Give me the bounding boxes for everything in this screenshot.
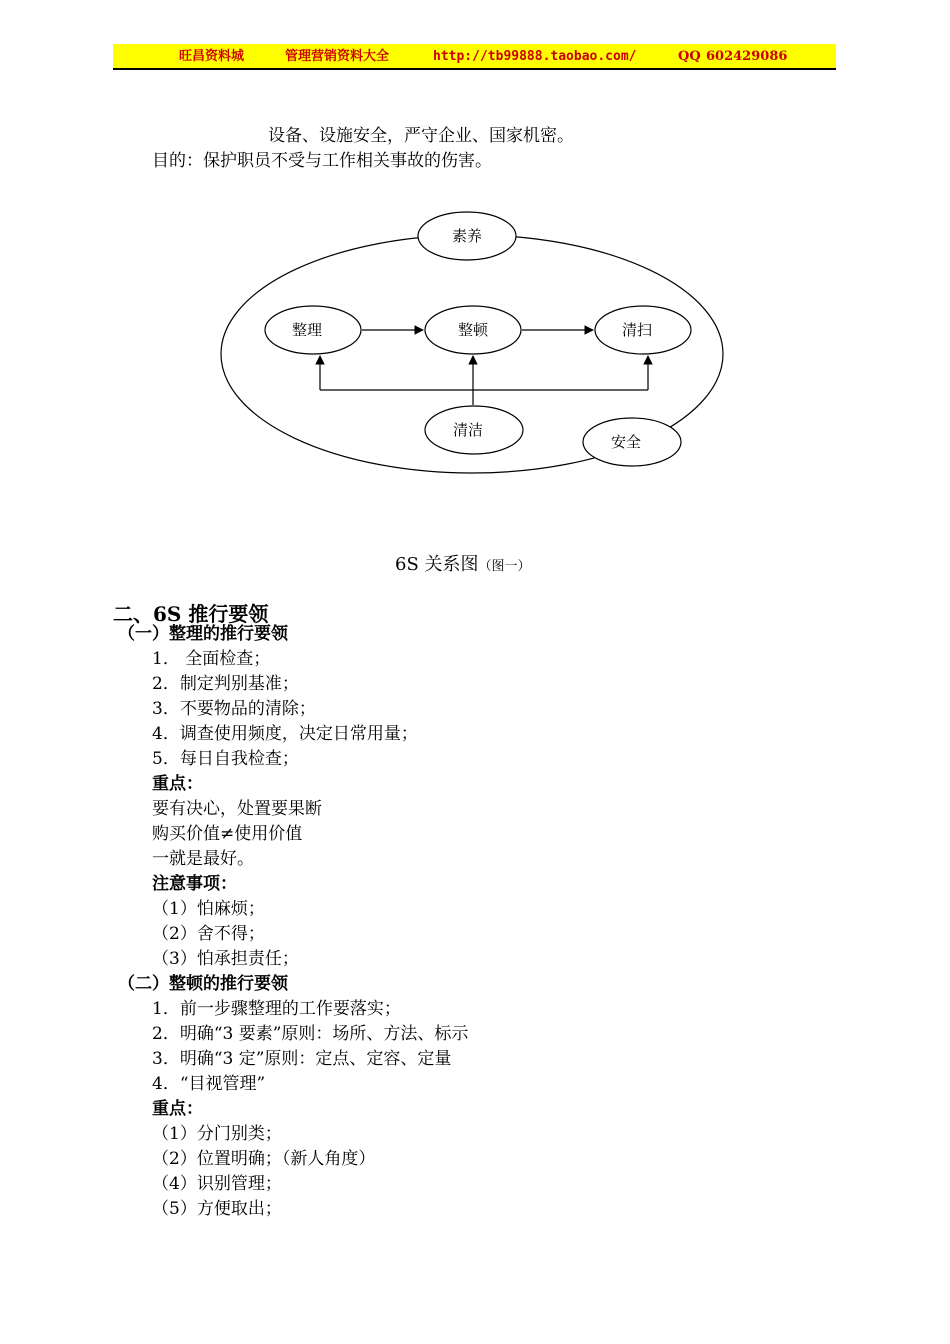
list-item: 5．每日自我检查；	[152, 749, 299, 769]
caption-sub: （图一）	[478, 559, 531, 574]
list-item: 2．制定判别基准；	[152, 674, 299, 694]
subsection-1-title: （一）整理的推行要领	[118, 624, 288, 644]
section-2-title: 二、6S 推行要领	[113, 602, 269, 626]
zhengdun-label: 整顿	[457, 321, 489, 339]
list-item: 3．不要物品的清除；	[152, 699, 316, 719]
qingjie-label: 清洁	[452, 421, 484, 439]
key-point: （5）方便取出；	[152, 1199, 282, 1219]
key-point: 要有决心，处置要果断	[152, 799, 322, 819]
qingsao-label: 清扫	[621, 321, 653, 339]
key-point: （4）识别管理；	[152, 1174, 282, 1194]
header-bar	[113, 44, 836, 70]
key-point: （2）位置明确；（新人角度）	[152, 1149, 376, 1169]
note-item: （3）怕承担责任；	[152, 949, 299, 969]
list-item: 4．“目视管理”	[152, 1074, 266, 1094]
key-points-label: 重点：	[152, 774, 203, 794]
intro-line-2: 目的：保护职员不受与工作相关事故的伤害。	[152, 151, 492, 171]
key-points-label: 重点：	[152, 1099, 203, 1119]
subsection-2-title: （二）整顿的推行要领	[118, 974, 288, 994]
header-url[interactable]: http://tb99888.taobao.com/	[433, 49, 637, 64]
caption-main: 6S 关系图	[395, 554, 479, 575]
anquan-label: 安全	[610, 433, 642, 451]
key-point: 购买价值≠使用价值	[152, 824, 303, 844]
list-item: 3．明确“3 定”原则：定点、定容、定量	[152, 1049, 452, 1069]
suyang-label: 素养	[451, 227, 483, 245]
6s-relationship-diagram	[215, 205, 735, 485]
list-item: 1．前一步骤整理的工作要落实；	[152, 999, 401, 1019]
notes-label: 注意事项：	[152, 874, 237, 894]
header-qq-label: QQ	[678, 49, 701, 64]
diagram-caption	[395, 550, 531, 576]
intro-line-1: 设备、设施安全，严守企业、国家机密。	[268, 126, 574, 146]
list-item: 1． 全面检查；	[152, 649, 271, 669]
list-item: 4．调查使用频度，决定日常用量；	[152, 724, 418, 744]
header-collection: 管理营销资料大全	[285, 49, 390, 64]
note-item: （2）舍不得；	[152, 924, 265, 944]
note-item: （1）怕麻烦；	[152, 899, 265, 919]
key-point: （1）分门别类；	[152, 1124, 282, 1144]
key-point: 一就是最好。	[152, 849, 254, 869]
header-shop: 旺昌资料城	[179, 49, 245, 64]
zhengli-label: 整理	[291, 321, 323, 339]
list-item: 2．明确“3 要素”原则：场所、方法、标示	[152, 1024, 469, 1044]
header-qq-number: 602429086	[706, 49, 788, 64]
